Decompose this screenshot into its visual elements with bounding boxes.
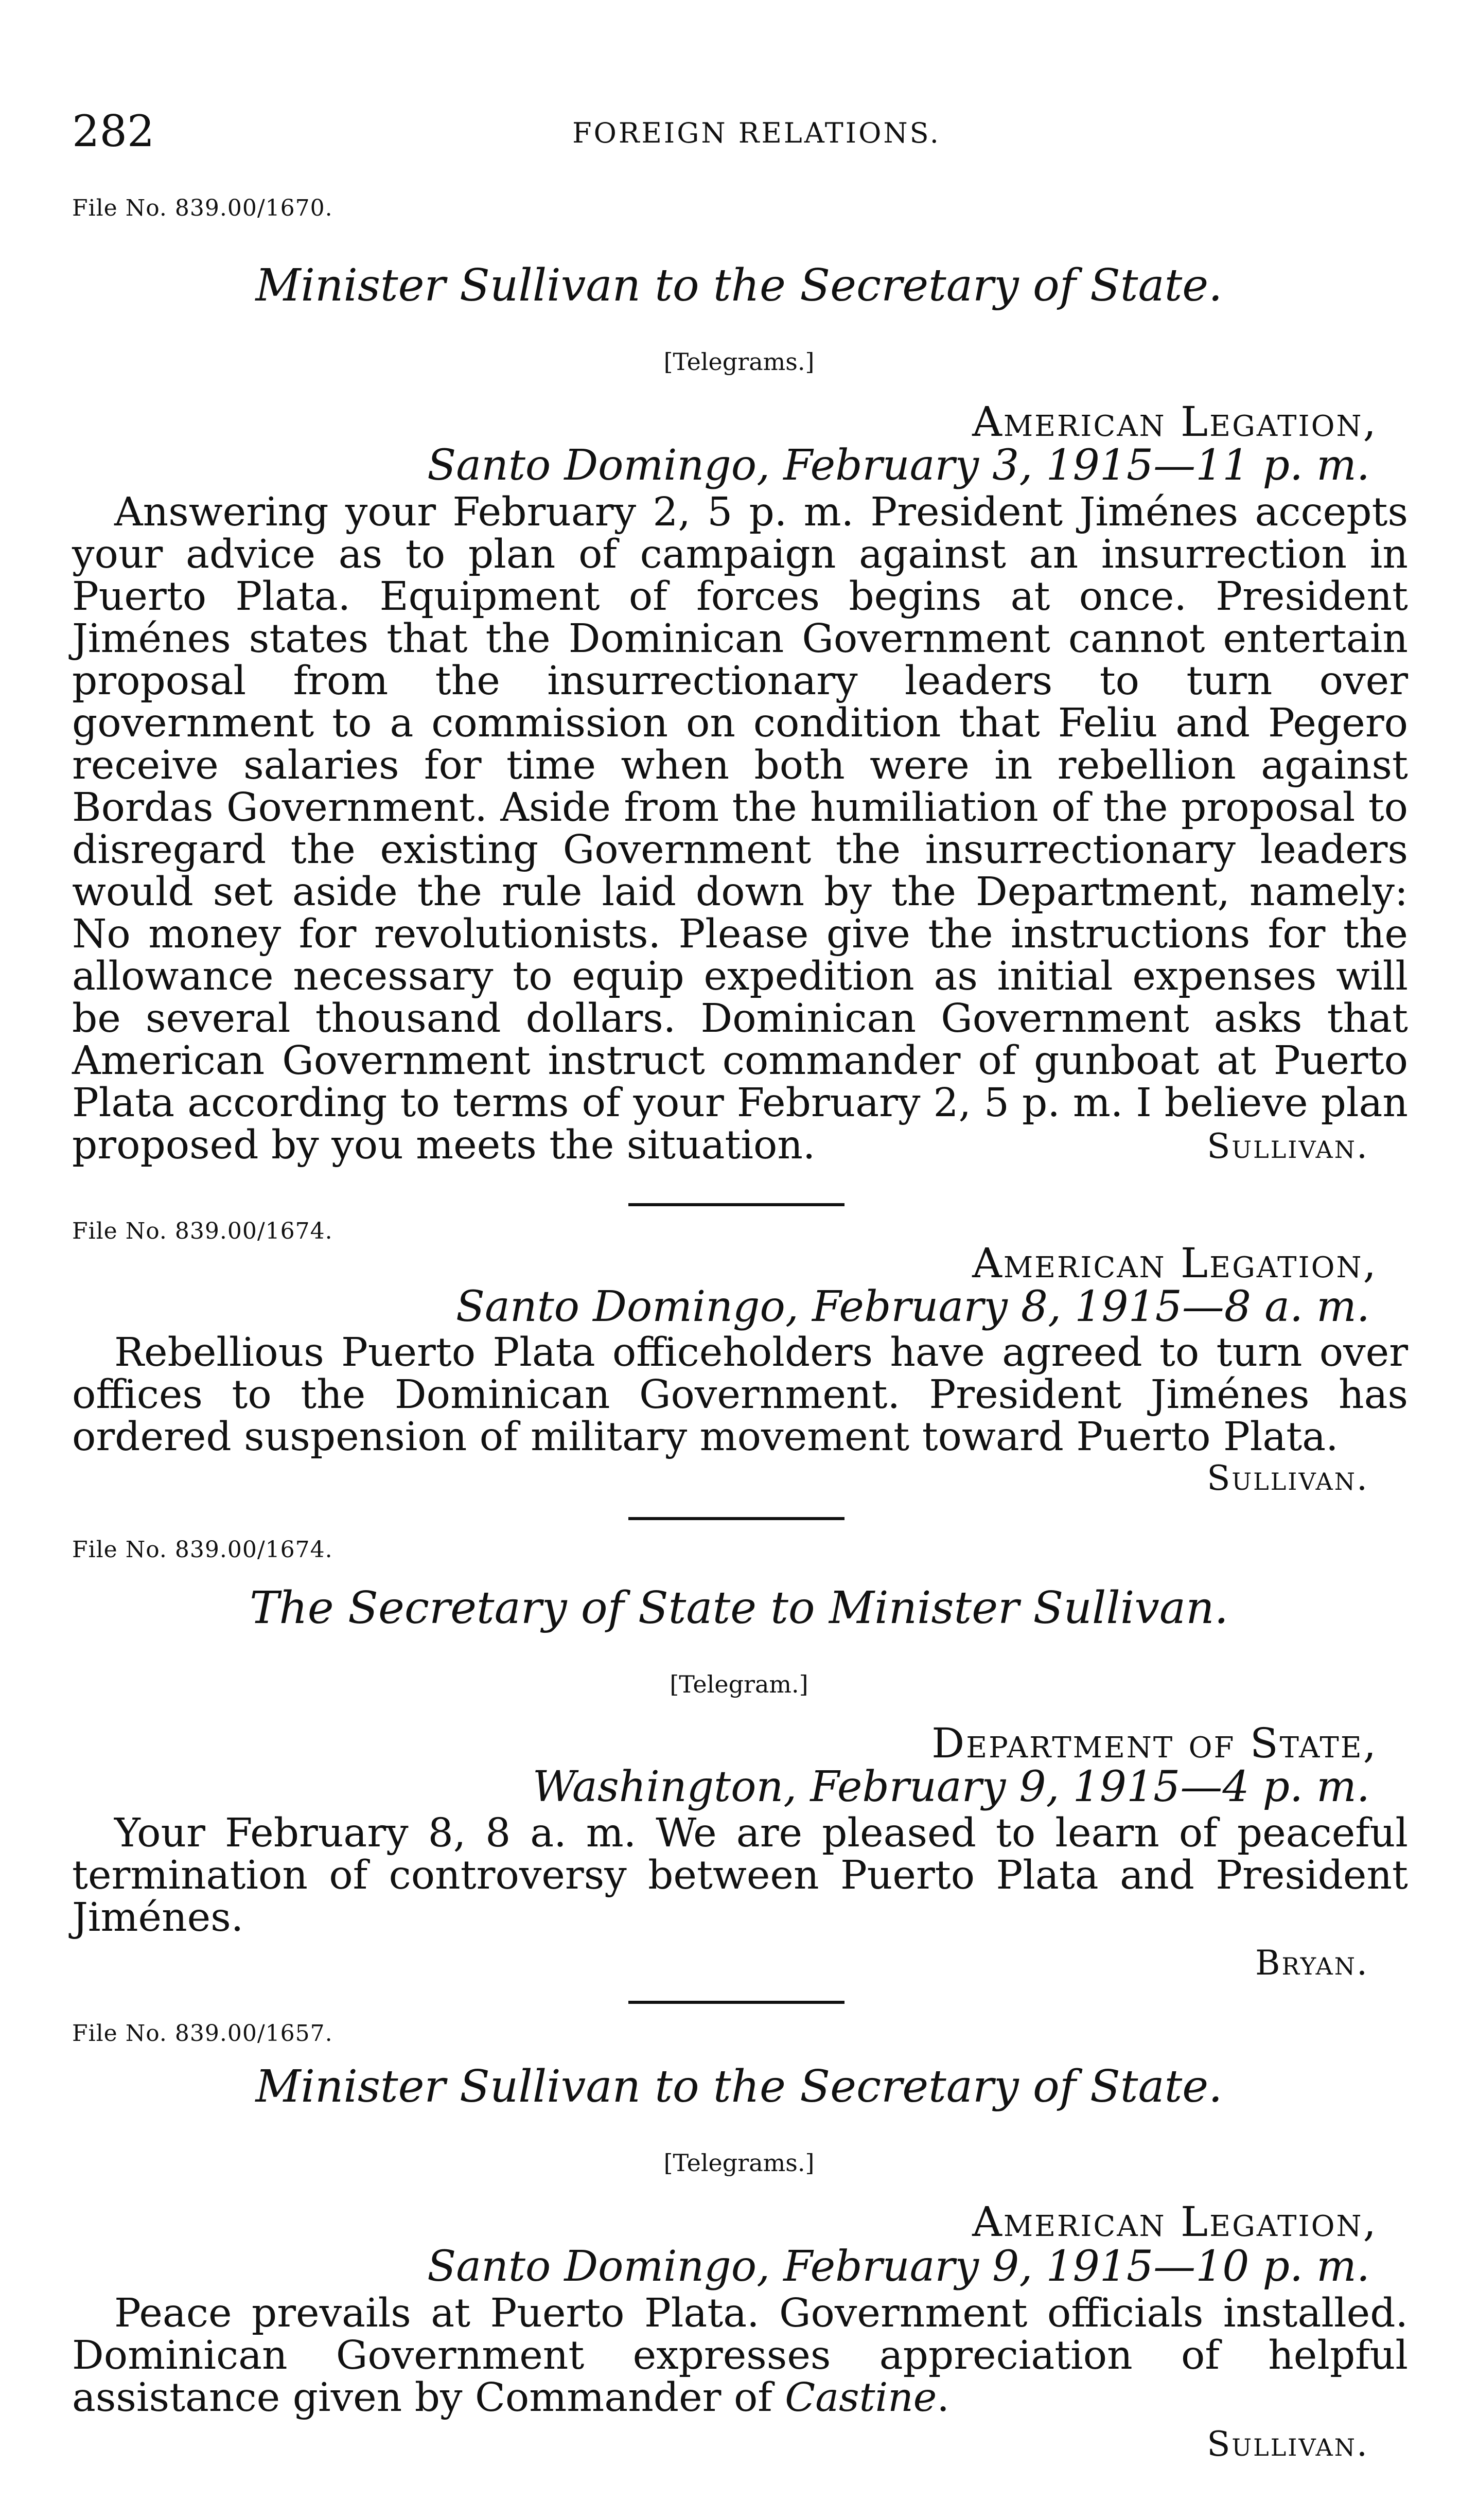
document-type-note: [Telegrams.] [663, 2149, 815, 2177]
place-date-line: Santo Domingo, February 9, 1915—10 p. m. [427, 2242, 1370, 2291]
section-divider [628, 1203, 844, 1206]
signature: Sullivan. [1207, 1126, 1369, 1166]
document-title: Minister Sullivan to the Secretary of State. [255, 2061, 1223, 2112]
sender-line: American Legation, [972, 1239, 1378, 1287]
telegram-body: Rebellious Puerto Plata officeholders have agreed to turn over offices to the Dominican Government. President Jiménes has ordered suspension of military movement toward Puerto Plata. [72, 1330, 1408, 1460]
body-text-segment: . [937, 2375, 949, 2421]
telegram-body: Your February 8, 8 a. m. We are pleased to learn of peaceful termination of controversy between Puerto Plata and President Jiménes. [72, 1810, 1408, 1941]
document-type-note: [Telegram.] [670, 1670, 808, 1698]
place-date-line: Santo Domingo, February 8, 1915—8 a. m. [455, 1282, 1370, 1331]
place-date-line: Santo Domingo, February 3, 1915—11 p. m. [427, 441, 1370, 490]
running-title: FOREIGN RELATIONS. [572, 117, 941, 149]
signature: Sullivan. [1207, 2424, 1369, 2464]
signature: Sullivan. [1207, 1458, 1369, 1498]
sender-line: Department of State, [931, 1719, 1378, 1767]
place-date-line: Washington, February 9, 1915—4 p. m. [532, 1763, 1370, 1811]
file-number: File No. 839.00/1670. [72, 195, 333, 221]
file-number: File No. 839.00/1674. [72, 1537, 333, 1563]
ship-name: Castine [785, 2375, 937, 2421]
file-number: File No. 839.00/1657. [72, 2020, 333, 2047]
sender-line: American Legation, [972, 398, 1378, 446]
document-type-note: [Telegrams.] [663, 348, 815, 376]
section-divider [628, 2001, 844, 2004]
signature: Bryan. [1255, 1943, 1369, 1983]
page-number: 282 [72, 106, 155, 156]
section-divider [628, 1517, 844, 1520]
file-number: File No. 839.00/1674. [72, 1218, 333, 1244]
page-header [72, 105, 1410, 167]
document-title: Minister Sullivan to the Secretary of State. [255, 260, 1223, 311]
telegram-body [72, 2290, 1408, 2421]
telegram-body: Answering your February 2, 5 p. m. President Jiménes accepts your advice as to plan of campaign against an insurrection in Puerto Plata. Equipment of forces begins at once. President Jiménes states that the Dominican Government cannot entertain proposal from the insurrectionary leaders to turn over government to a commission on condition that Feliu and Pegero receive salaries for time when both were in rebellion against Bordas Government. Aside from the humiliation of the proposal to disregard the existing Government the insurrectionary leaders would set aside the rule laid down by the Department, namely: No money for revolutionists. Please give the instructions for the allowance necessary to equip expedition as initial expenses will be several thousand dollars. Dominican Government asks that American Government instruct commander of gunboat at Puerto Plata according to terms of your February 2, 5 p. m. I believe plan proposed by you meets the situation. [72, 489, 1408, 1168]
sender-line: American Legation, [972, 2198, 1378, 2246]
document-title: The Secretary of State to Minister Sullivan. [250, 1582, 1228, 1634]
body-text-segment: Peace prevails at Puerto Plata. Government officials installed. Dominican Government expresses appreciation of helpful assistance given by Commander of [72, 2290, 1408, 2421]
